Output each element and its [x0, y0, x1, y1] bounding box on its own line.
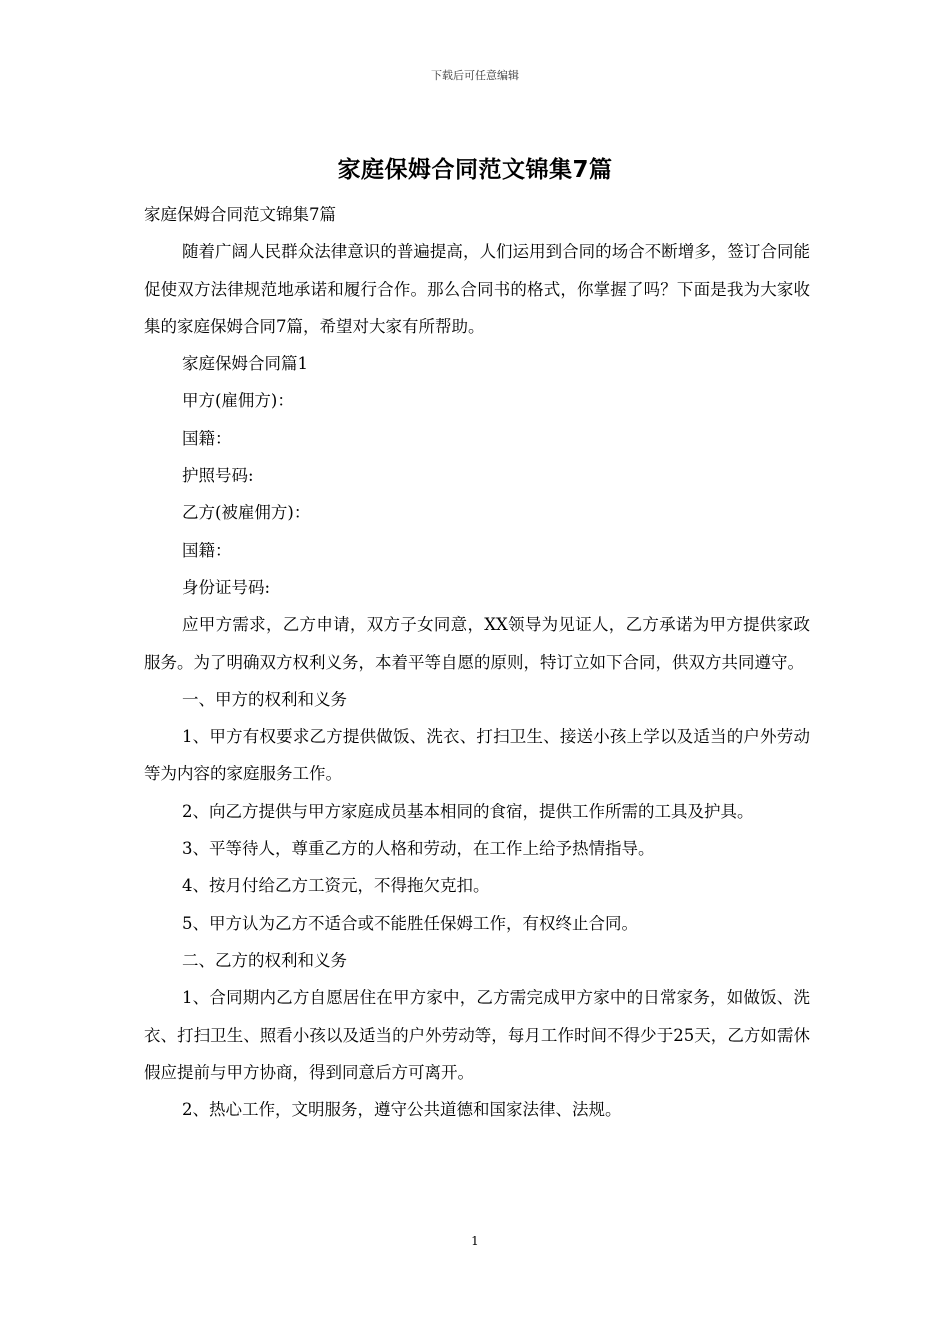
paragraph: 应甲方需求，乙方申请，双方子女同意，XX领导为见证人，乙方承诺为甲方提供家政服务。为了明确双方权利义务，本着平等自愿的原则，特订立如下合同，供双方共同遵守。: [144, 615, 810, 672]
paragraph: 身份证号码:: [182, 577, 271, 597]
paragraph: 2、热心工作，文明服务，遵守公共道德和国家法律、法规。: [182, 1100, 622, 1120]
section-heading: 一、甲方的权利和义务: [182, 689, 347, 709]
paragraph: 国籍：: [182, 428, 232, 448]
document-title: 家庭保姆合同范文锦集7篇: [337, 157, 613, 183]
paragraph: 国籍：: [182, 540, 232, 560]
page-number: 1: [471, 1234, 479, 1248]
paragraph: 3、平等待人，尊重乙方的人格和劳动，在工作上给予热情指导。: [182, 839, 655, 859]
section-heading: 二、乙方的权利和义务: [182, 950, 347, 970]
paragraph: 乙方(被雇佣方)：: [182, 503, 311, 523]
paragraph: 1、甲方有权要求乙方提供做饭、洗衣、打扫卫生、接送小孩上学以及适当的户外劳动等为内容的家庭服务工作。: [144, 727, 810, 784]
paragraph: 1、合同期内乙方自愿居住在甲方家中，乙方需完成甲方家中的日常家务，如做饭、洗衣、打扫卫生、照看小孩以及适当的户外劳动等，每月工作时间不得少于25天，乙方如需休假应提前与甲方协商，得到同意后方可离开。: [144, 988, 810, 1082]
document-body: [144, 196, 810, 1128]
paragraph: 甲方(雇佣方)：: [182, 391, 294, 411]
paragraph: 2、向乙方提供与甲方家庭成员基本相同的食宿，提供工作所需的工具及护具。: [182, 801, 754, 821]
paragraph: 护照号码:: [182, 466, 254, 486]
paragraph: 家庭保姆合同范文锦集7篇: [144, 205, 336, 224]
paragraph: 家庭保姆合同篇1: [182, 354, 308, 374]
paragraph: 4、按月付给乙方工资元，不得拖欠克扣。: [182, 876, 490, 896]
paragraph: 随着广阔人民群众法律意识的普遍提高，人们运用到合同的场合不断增多，签订合同能促使双方法律规范地承诺和履行合作。那么合同书的格式，你掌握了吗？下面是我为大家收集的家庭保姆合同7篇，希望对大家有所帮助。: [144, 242, 810, 336]
paragraph: 5、甲方认为乙方不适合或不能胜任保姆工作，有权终止合同。: [182, 913, 638, 933]
page-header-note: 下载后可任意编辑: [431, 69, 519, 82]
